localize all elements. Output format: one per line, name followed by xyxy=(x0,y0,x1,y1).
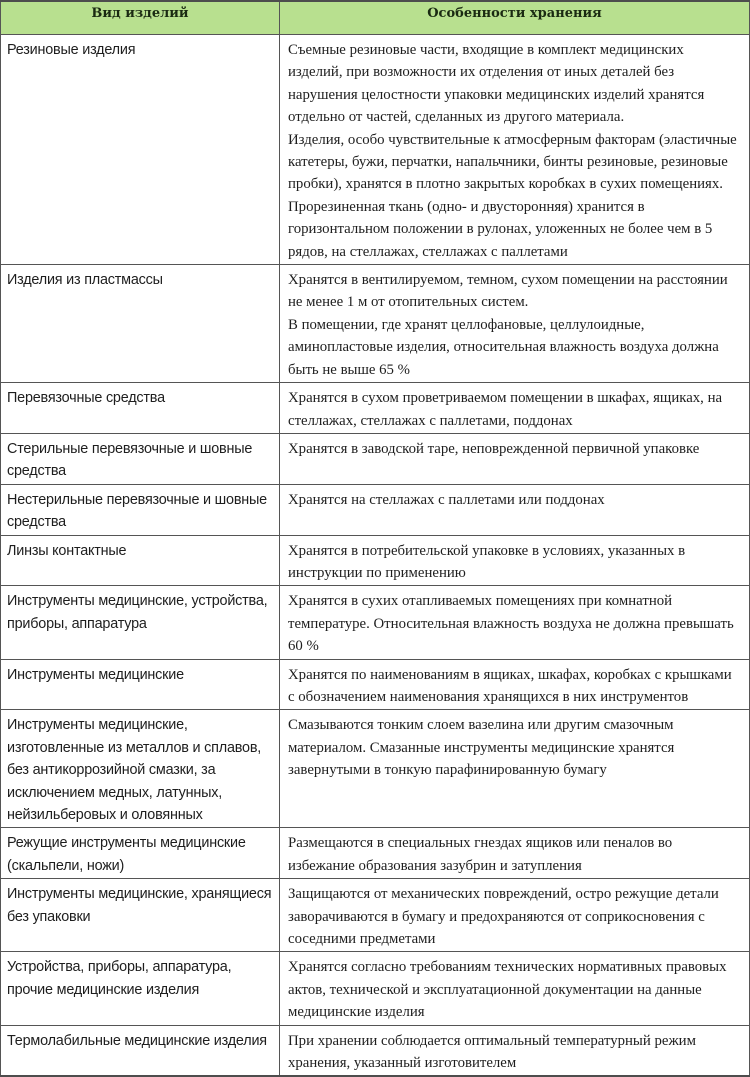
table-row xyxy=(1,828,750,879)
storage-note-cell xyxy=(280,433,750,484)
table-row xyxy=(1,586,750,659)
storage-note-paragraph: Изделия, особо чувствительные к атмосферным факторам (эластичные катетеры, бужи, перчатки, напальчники, бинты резиновые, резиновые пробки), хранятся в плотно закрытых коробках в сухих помещениях. xyxy=(288,131,737,193)
product-kind-cell: Линзы контактные xyxy=(1,535,280,586)
storage-note-paragraph: Хранятся на стеллажах с паллетами или поддонах xyxy=(288,491,605,508)
storage-note-cell xyxy=(280,1025,750,1076)
storage-note-cell xyxy=(280,879,750,952)
storage-note-paragraph: Хранятся в сухих отапливаемых помещениях при комнатной температуре. Относительная влажность воздуха не должна превышать 60 % xyxy=(288,593,734,655)
product-kind-cell: Нестерильные перевязочные и шовные средства xyxy=(1,484,280,535)
storage-note-cell xyxy=(280,484,750,535)
storage-note-cell xyxy=(280,265,750,383)
product-kind-cell: Изделия из пластмассы xyxy=(1,265,280,383)
storage-note-cell xyxy=(280,586,750,659)
storage-note-paragraph: Хранятся в заводской таре, неповрежденной первичной упаковке xyxy=(288,440,700,457)
column-header-kind: Вид изделий xyxy=(1,1,280,35)
storage-note-paragraph: Хранятся в вентилируемом, темном, сухом помещении на расстоянии не менее 1 м от отопительных систем. xyxy=(288,272,728,311)
storage-note-paragraph: Хранятся в сухом проветриваемом помещении в шкафах, ящиках, на стеллажах, стеллажах с паллетами, поддонах xyxy=(288,390,723,429)
storage-note-cell xyxy=(280,659,750,710)
table-row xyxy=(1,659,750,710)
storage-note-cell xyxy=(280,952,750,1025)
product-kind-cell: Инструменты медицинские, изготовленные из металлов и сплавов, без антикоррозийной смазки, за исключением медных, латунных, нейзильберовых и оловянных xyxy=(1,710,280,828)
table-row xyxy=(1,484,750,535)
storage-note-paragraph: Прорезиненная ткань (одно- и двусторонняя) хранится в горизонтальном положении в рулонах, уложенных не более чем в 5 рядов, на стеллажах, стеллажах с паллетами xyxy=(288,198,713,260)
table-row xyxy=(1,710,750,828)
storage-note-cell xyxy=(280,535,750,586)
table-row xyxy=(1,879,750,952)
storage-note-paragraph: Размещаются в специальных гнездах ящиков или пеналов во избежание образования зазубрин и затупления xyxy=(288,835,673,874)
product-kind-cell: Инструменты медицинские, хранящиеся без упаковки xyxy=(1,879,280,952)
storage-note-cell xyxy=(280,710,750,828)
product-kind-cell: Инструменты медицинские xyxy=(1,659,280,710)
product-kind-cell: Термолабильные медицинские изделия xyxy=(1,1025,280,1076)
storage-note-cell xyxy=(280,35,750,265)
product-kind-cell: Режущие инструменты медицинские (скальпели, ножи) xyxy=(1,828,280,879)
product-kind-cell: Стерильные перевязочные и шовные средства xyxy=(1,433,280,484)
storage-note-paragraph: Хранятся согласно требованиям технических нормативных правовых актов, технической и эксплуатационной документации на данные медицинские изделия xyxy=(288,959,727,1021)
storage-note-paragraph: Хранятся по наименованиям в ящиках, шкафах, коробках с крышками с обозначением наименования хранящихся в них инструментов xyxy=(288,666,732,705)
table-body xyxy=(1,35,750,1077)
storage-note-cell xyxy=(280,383,750,434)
table-header-row xyxy=(1,1,750,35)
storage-note-paragraph: Смазываются тонким слоем вазелина или другим смазочным материалом. Смазанные инструменты медицинские хранятся завернутыми в тонкую парафинированную бумагу xyxy=(288,717,675,779)
storage-note-paragraph: При хранении соблюдается оптимальный температурный режим хранения, указанный изготовителем xyxy=(288,1032,696,1072)
product-kind-cell: Перевязочные средства xyxy=(1,383,280,434)
storage-note-paragraph: В помещении, где хранят целлофановые, целлулоидные, аминопластовые изделия, относительная влажность воздуха должна быть не выше 65 % xyxy=(288,316,719,378)
storage-note-paragraph: Хранятся в потребительской упаковке в условиях, указанных в инструкции по применению xyxy=(288,542,686,581)
storage-note-cell xyxy=(280,828,750,879)
product-kind-cell: Устройства, приборы, аппаратура, прочие медицинские изделия xyxy=(1,952,280,1025)
table-row xyxy=(1,433,750,484)
product-kind-cell: Инструменты медицинские, устройства, приборы, аппаратура xyxy=(1,586,280,659)
table-row xyxy=(1,1025,750,1076)
table-row xyxy=(1,535,750,586)
table-row xyxy=(1,383,750,434)
storage-note-paragraph: Защищаются от механических повреждений, остро режущие детали заворачиваются в бумагу и предохраняются от соприкосновения с соседними предметами xyxy=(288,886,719,948)
product-kind-cell: Резиновые изделия xyxy=(1,35,280,265)
storage-note-paragraph: Съемные резиновые части, входящие в комплект медицинских изделий, при возможности их отделения от иных деталей без нарушения целостности упаковки медицинских изделий хранятся отдельно от частей, сделанных из другого материала. xyxy=(288,42,705,126)
table-row xyxy=(1,952,750,1025)
table-row xyxy=(1,265,750,383)
column-header-storage: Особенности хранения xyxy=(280,1,750,35)
table-row xyxy=(1,35,750,265)
